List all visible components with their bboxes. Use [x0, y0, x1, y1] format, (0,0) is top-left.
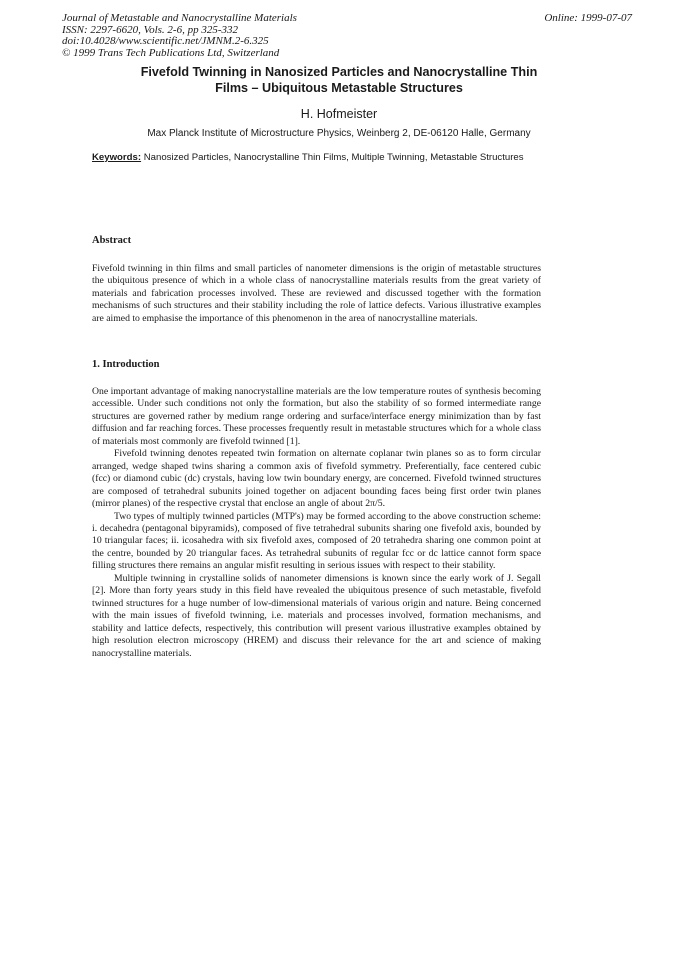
- issn-line: ISSN: 2297-6620, Vols. 2-6, pp 325-332: [62, 23, 238, 36]
- abstract-text: Fivefold twinning in thin films and small particles of nanometer dimensions is the origin of metastable structures the ubiquitous presence of which in a whole class of nanocrystalline materials results from the great variety of materials and fabrication processes involved. These are reviewed and discussed together with the formation mechanisms of such structures and their stability including the role of lattice defects. Various illustrative examples are aimed to emphasise the importance of this phenomenon in the area of nanocrystalline materials.: [92, 263, 541, 324]
- intro-paragraph-3: Two types of multiply twinned particles (MTP's) may be formed according to the above construction scheme: i. decahedra (pentagonal bipyramids), composed of five tetrahedral subunits sharing one fivefold axis, bounded by 10 triangular faces; ii. icosahedra with six fivefold axes, composed of 20 tetrahedra sharing one common point at the centre, bounded by 20 triangular faces. As tetrahedral subunits of regular fcc or dc lattice cannot form space filling structures there remains an angular misfit resulting in serious issues with respect to their stability.: [92, 510, 541, 572]
- intro-paragraph-4: Multiple twinning in crystalline solids of nanometer dimensions is known since the early work of J. Segall [2]. More than forty years study in this field have revealed the ubiquitous presence of such metastable, fivefold twinned structures for a huge number of low-dimensional materials of various origin and nature. Being concerned with the main issues of fivefold twinning, i.e. materials and processes involved, formation mechanisms, and stability and lattice defects, respectively, this contribution will present various illustrative examples obtained by high resolution electron microscopy (HREM) and discuss their relevance for the art and science of making nanocrystalline materials.: [92, 572, 541, 659]
- affiliation: Max Planck Institute of Microstructure Physics, Weinberg 2, DE-06120 Halle, Germany: [147, 128, 531, 139]
- title-line-1: Fivefold Twinning in Nanosized Particles and Nanocrystalline Thin: [140, 65, 538, 79]
- journal-name: Journal of Metastable and Nanocrystalline Materials: [62, 12, 297, 24]
- paper-title: [80, 65, 598, 96]
- title-line-2: Films – Ubiquitous Metastable Structures: [215, 80, 463, 95]
- introduction-body: [92, 386, 541, 660]
- online-date: Online: 1999-07-07: [544, 12, 632, 24]
- keywords: [92, 152, 540, 163]
- intro-paragraph-2: Fivefold twinning denotes repeated twin formation on alternate coplanar twin planes so as to form circular arranged, wedge shaped twins sharing a common axis of fivefold symmetry. Preferentially, face centered cubic (fcc) or diamond cubic (dc) crystals, having low twin boundary energy, are concerned. Fivefold twinned structures are composed of tetrahedral subunits joined together on adjacent bounding faces being first order twin planes (mirror planes) of the respective crystal that enclose an angle of about 2π/5.: [92, 448, 541, 510]
- keywords-label: Keywords:: [92, 152, 142, 163]
- journal-header: [62, 13, 462, 59]
- doi-line: doi:10.4028/www.scientific.net/JMNM.2-6.325: [62, 35, 269, 48]
- intro-paragraph-1: One important advantage of making nanocrystalline materials are the low temperature routes of synthesis becoming accessible. Under such conditions not only the formation, but also the stability of so formed intermediate range structures are governed rather by medium range ordering and surface/interface energy minimization than by fast diffusion and far reaching forces. These processes frequently result in metastable structures which for a whole class of materials most commonly are fivefold twinned [1].: [92, 386, 541, 447]
- abstract-heading: Abstract: [92, 235, 132, 246]
- keywords-text: Nanosized Particles, Nanocrystalline Thin Films, Multiple Twinning, Metastable Structures: [143, 152, 524, 163]
- author: H. Hofmeister: [300, 107, 378, 121]
- abstract-body: [92, 263, 541, 325]
- copyright-line: © 1999 Trans Tech Publications Ltd, Switzerland: [62, 46, 280, 59]
- introduction-heading: 1. Introduction: [92, 359, 160, 370]
